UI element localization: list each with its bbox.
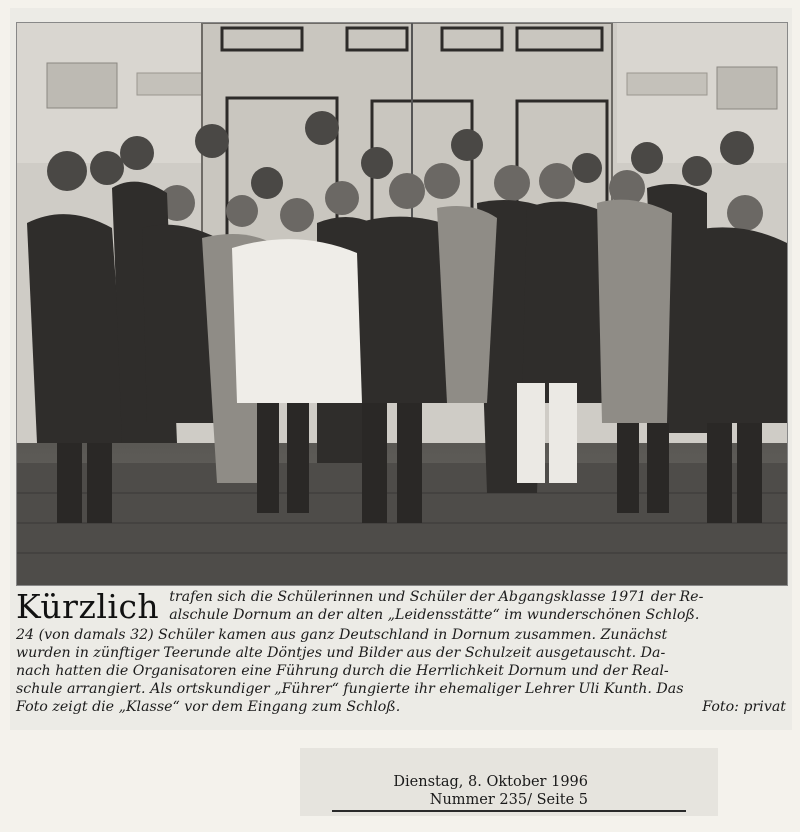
caption-line: wurden in zünftiger Teerunde alte Döntjes und Bilder aus der Schulzeit ausgetauscht. Da- [16, 645, 666, 661]
photo-credit: Foto: privat [702, 699, 786, 715]
caption-line: nach hatten die Organisatoren eine Führung durch die Herrlichkeit Dornum und der Real- [16, 663, 669, 679]
caption-lead-word: Kürzlich [16, 587, 160, 626]
caption-line: schule arrangiert. Als ortskundiger „Führer“ fungierte ihr ehemaliger Lehrer Uli Kunth. Das [16, 681, 684, 697]
group-photo-illustration [17, 23, 787, 585]
group-photo [16, 22, 788, 586]
dateline-date: Dienstag, 8. Oktober 1996 [393, 774, 588, 790]
caption-line: Foto zeigt die „Klasse“ vor dem Eingang zum Schloß. [16, 699, 401, 715]
caption-line: trafen sich die Schülerinnen und Schüler der Abgangsklasse 1971 der Re- [169, 589, 704, 605]
dateline-issue: Nummer 235/ Seite 5 [429, 792, 588, 808]
dateline-rule [332, 810, 686, 812]
caption-line: 24 (von damals 32) Schüler kamen aus ganz Deutschland in Dornum zusammen. Zunächst [16, 627, 668, 643]
caption-line: alschule Dornum an der alten „Leidensstätte“ im wunderschönen Schloß. [169, 607, 700, 623]
photo-caption [16, 588, 786, 716]
dateline-slip [300, 748, 718, 816]
newspaper-clipping [10, 8, 792, 730]
